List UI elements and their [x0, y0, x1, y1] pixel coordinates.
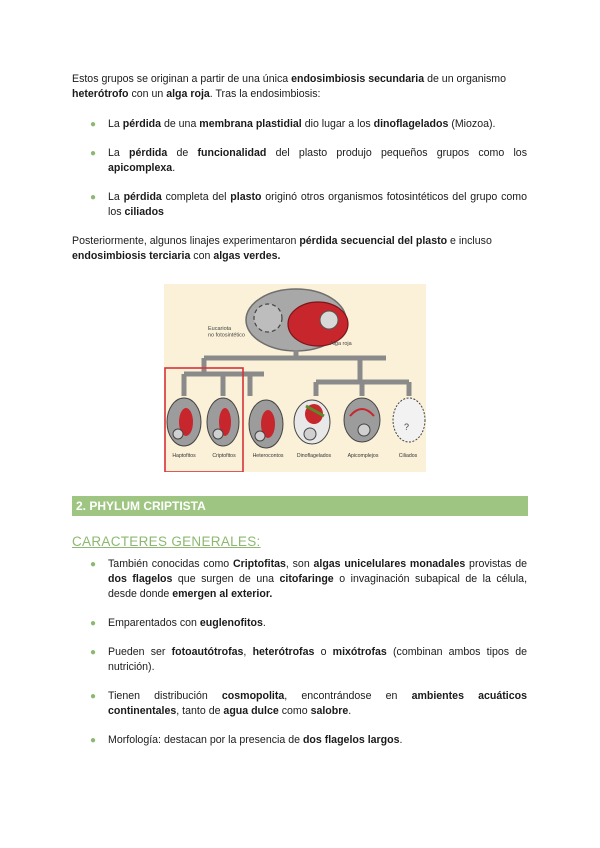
bullet-icon: ●	[90, 192, 97, 203]
intro-bullet-list	[90, 117, 527, 220]
bullet-icon: ●	[90, 559, 97, 570]
cell-apicomplejos	[344, 398, 380, 442]
cell-dinoflagelados	[294, 400, 330, 444]
taxon-label: Criptofitos	[212, 453, 236, 459]
svg-text:?: ?	[404, 422, 410, 432]
cell-ciliados	[393, 398, 425, 442]
characteristics-list	[90, 557, 527, 748]
list-item: ● Emparentados con euglenofitos.	[90, 617, 266, 629]
host-nucleus	[254, 304, 282, 332]
taxon-label: Ciliados	[398, 453, 418, 459]
bullet-icon: ●	[90, 119, 97, 130]
taxon-label: Dinoflagelados	[296, 453, 332, 459]
list-item: ● La pérdida de una membrana plastidial dio lugar a los dinoflagelados (Miozoa).	[90, 118, 496, 130]
label-red-alga: Alga roja	[330, 341, 352, 347]
section-title: 2. PHYLUM CRIPTISTA	[72, 496, 528, 516]
intro-paragraph: Estos grupos se originan a partir de una única endosimbiosis secundaria de un organismo heterótrofo con un alga roja. Tras la endosimbiosis:	[72, 73, 506, 100]
list-item: ● Morfología: destacan por la presencia de dos flagelos largos.	[90, 734, 403, 746]
taxon-label: Apicomplejos	[347, 453, 379, 459]
label-host-line1: Eucariota	[208, 326, 232, 332]
cell-criptofitos	[207, 398, 239, 446]
list-item: ● Pueden ser fotoautótrofas, heterótrofas o mixótrofas (combinan ambos tipos de nutrición).	[90, 646, 527, 673]
taxon-label: Haptofitos	[172, 453, 196, 459]
subheading: CARACTERES GENERALES:	[72, 534, 261, 549]
red-alga-cell	[288, 302, 348, 346]
list-item: ● La pérdida de funcionalidad del plasto produjo pequeños grupos como los apicomplexa.	[90, 147, 528, 174]
bullet-icon: ●	[90, 735, 97, 746]
bullet-icon: ●	[90, 618, 97, 629]
label-host-line2: no fotosintético	[208, 332, 245, 339]
endosymbiosis-figure	[164, 284, 426, 472]
taxon-label: Heterocontos	[252, 453, 284, 459]
bullet-icon: ●	[90, 647, 97, 658]
secondary-paragraph: Posteriormente, algunos linajes experimentaron pérdida secuencial del plasto e incluso endosimbiosis terciaria con algas verdes.	[72, 235, 492, 262]
list-item: ● La pérdida completa del plasto originó otros organismos fotosintéticos del grupo como los ciliados	[90, 191, 527, 218]
red-alga-nucleus	[320, 311, 338, 329]
list-item: ● Tienen distribución cosmopolita, encontrándose en ambientes acuáticos continentales, tanto de agua dulce como salobre.	[90, 690, 527, 717]
cell-heterocontos	[249, 400, 283, 448]
list-item: ● También conocidas como Criptofitas, son algas unicelulares monadales provistas de dos flagelos que surgen de una citofaringe o invaginación subapical de la célula, desde donde emergen al exterior.	[90, 558, 528, 600]
cell-haptofitos	[167, 398, 201, 446]
bullet-icon: ●	[90, 691, 97, 702]
bullet-icon: ●	[90, 148, 97, 159]
